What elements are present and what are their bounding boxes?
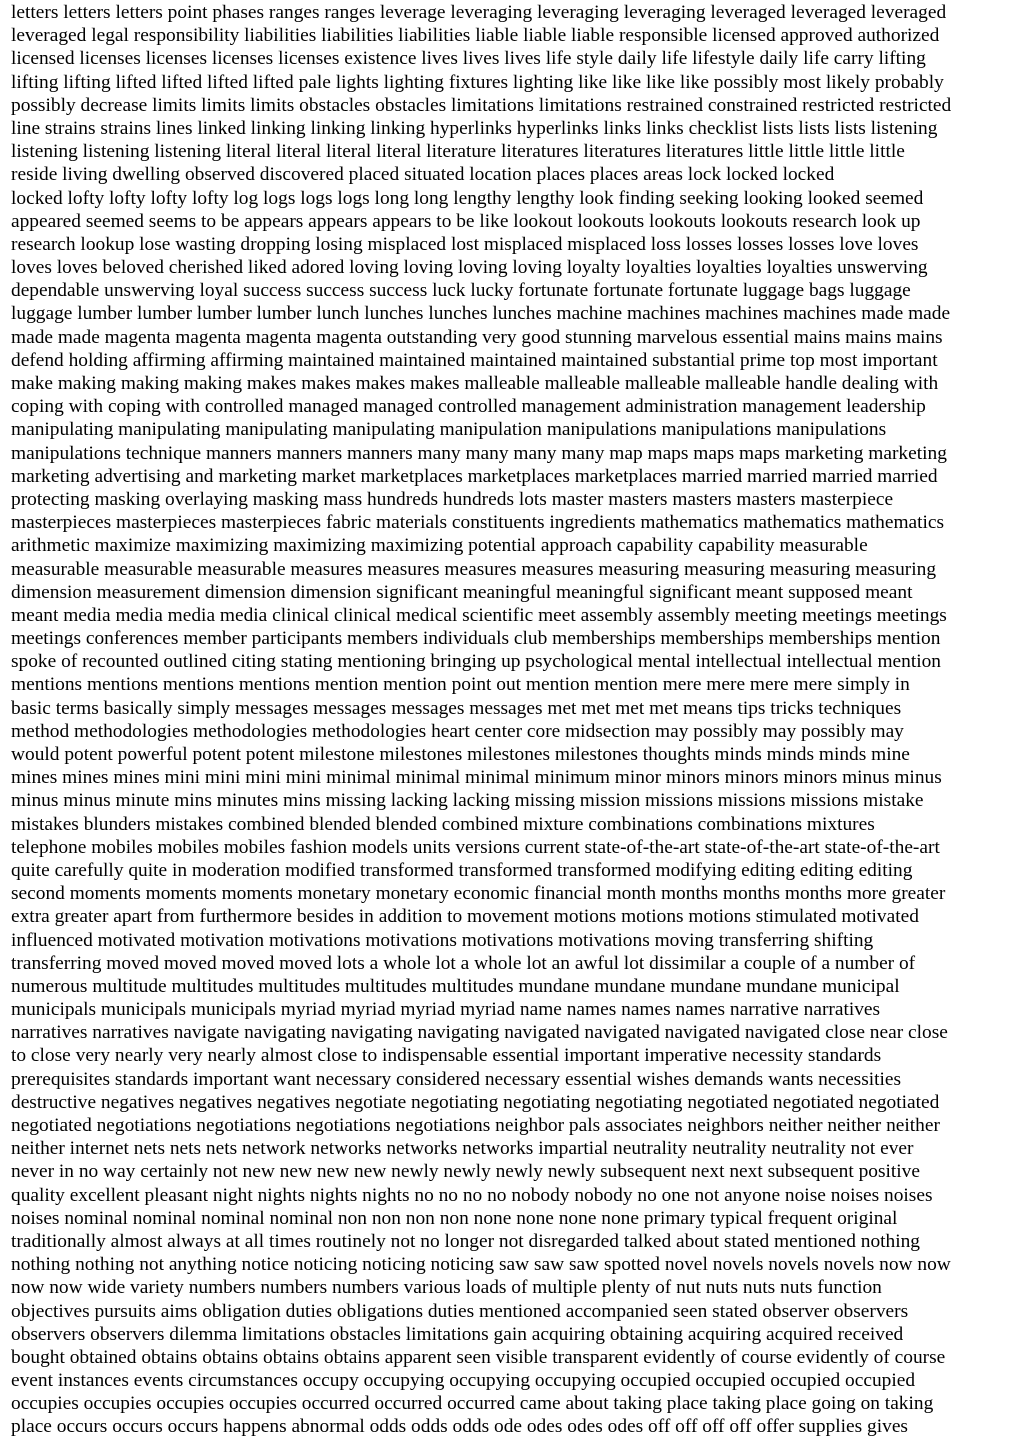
- text-line: research lookup lose wasting dropping losing misplaced lost misplaced misplaced loss losses losses losses love loves: [11, 233, 919, 255]
- text-line: method methodologies methodologies methodologies heart center core midsection may possibly may possibly may: [11, 720, 904, 742]
- text-line: protecting masking overlaying masking mass hundreds hundreds lots master masters masters masters masterpiece: [11, 488, 894, 510]
- text-line: basic terms basically simply messages messages messages messages met met met met means tips tricks techniques: [11, 697, 902, 719]
- text-line: made made magenta magenta magenta magenta outstanding very good stunning marvelous essential mains mains mains: [11, 326, 943, 348]
- text-line: nothing nothing not anything notice noticing noticing noticing saw saw saw spotted novel novels novels novels now now: [11, 1254, 951, 1276]
- text-line: municipals municipals municipals myriad myriad myriad myriad name names names names narrative narratives: [11, 999, 881, 1021]
- text-line: place occurs occurs occurs happens abnormal odds odds odds ode odes odes odes off off off off offer supplies gives: [11, 1416, 908, 1438]
- text-line: possibly decrease limits limits limits obstacles obstacles limitations limitations restrained constrained restricted restricted: [11, 94, 952, 116]
- text-line: influenced motivated motivation motivations motivations motivations motivations moving transferring shifting: [11, 929, 874, 951]
- text-line: meant media media media media clinical clinical medical scientific meet assembly assembly meeting meetings meetings: [11, 604, 947, 626]
- text-line: prerequisites standards important want necessary considered necessary essential wishes demands wants necessities: [11, 1068, 902, 1090]
- text-line: to close very nearly very nearly almost close to indispensable essential important imperative necessity standards: [11, 1045, 882, 1067]
- text-line: telephone mobiles mobiles mobiles fashion models units versions current state-of-the-art state-of-the-art state-of-the-art: [11, 836, 940, 858]
- text-line: coping with coping with controlled managed managed controlled management administration management leadership: [11, 396, 926, 418]
- text-line: mentions mentions mentions mentions mention mention point out mention mention mere mere mere mere simply in: [11, 674, 910, 696]
- text-line: numerous multitude multitudes multitudes multitudes multitudes mundane mundane mundane mundane municipal: [11, 975, 900, 997]
- text-line: lifting lifting lifted lifted lifted lifted pale lights lighting fixtures lighting like like like like possibly most likely probably: [11, 71, 944, 93]
- text-line: dimension measurement dimension dimension significant meaningful meaningful significant meant supposed meant: [11, 581, 913, 603]
- text-line: defend holding affirming affirming maintained maintained maintained maintained substantial prime top most important: [11, 349, 938, 371]
- text-line: loves loves beloved cherished liked adored loving loving loving loving loyalty loyalties loyalties loyalties unswerving: [11, 257, 928, 279]
- text-line: now now wide variety numbers numbers numbers various loads of multiple plenty of nut nuts nuts nuts function: [11, 1277, 882, 1299]
- text-line: masterpieces masterpieces masterpieces fabric materials constituents ingredients mathematics mathematics mathematics: [11, 512, 945, 534]
- text-line: line strains strains lines linked linking linking linking hyperlinks hyperlinks links links checklist lists lists lists listening: [11, 117, 938, 139]
- text-line: minus minus minute mins minutes mins missing lacking lacking missing mission missions missions missions mistake: [11, 790, 924, 812]
- text-line: spoke of recounted outlined citing stating mentioning bringing up psychological mental intellectual intellectual mention: [11, 651, 941, 673]
- text-line: occupies occupies occupies occupies occurred occurred occurred came about taking place taking place going on taking: [11, 1393, 934, 1415]
- text-line: arithmetic maximize maximizing maximizing maximizing potential approach capability capability measurable: [11, 535, 868, 557]
- text-line: mines mines mines mini mini mini mini minimal minimal minimal minimum minor minors minors minors minus minus: [11, 767, 942, 789]
- text-line: make making making making makes makes makes makes malleable malleable malleable malleable handle dealing with: [11, 373, 939, 394]
- text-line: quite carefully quite in moderation modified transformed transformed transformed modifying editing editing editing: [11, 859, 913, 881]
- text-line: would potent powerful potent potent milestone milestones milestones milestones thoughts minds minds minds mine: [11, 744, 910, 765]
- text-line: mistakes blunders mistakes combined blended blended combined mixture combinations combinations mixtures: [11, 813, 875, 835]
- text-line: event instances events circumstances occupy occupying occupying occupying occupied occupied occupied occupied: [11, 1370, 916, 1392]
- text-line: locked lofty lofty lofty lofty log logs logs logs long long lengthy lengthy look finding seeking looking looked seemed: [11, 187, 924, 209]
- text-line: quality excellent pleasant night nights nights nights no no no no nobody nobody no one not anyone noise noises noises: [11, 1184, 933, 1206]
- text-line: manipulating manipulating manipulating manipulating manipulation manipulations manipulations manipulations: [11, 419, 887, 441]
- text-line: noises nominal nominal nominal nominal non non non non none none none none primary typical frequent original: [11, 1207, 898, 1229]
- text-line: luggage lumber lumber lumber lumber lunch lunches lunches lunches machine machines machines machines made made: [11, 303, 951, 325]
- text-line: marketing advertising and marketing market marketplaces marketplaces marketplaces married married married married: [11, 465, 938, 487]
- text-line: reside living dwelling observed discovered placed situated location places places areas lock locked locked: [11, 164, 835, 186]
- text-line: leveraged legal responsibility liabilities liabilities liabilities liable liable liable responsible licensed approved authorized: [11, 25, 940, 47]
- text-line: meetings conferences member participants members individuals club memberships memberships memberships mention: [11, 628, 941, 650]
- text-line: narratives narratives navigate navigating navigating navigating navigated navigated navigated navigated close near close: [11, 1022, 948, 1044]
- text-line: negotiated negotiations negotiations negotiations negotiations neighbor pals associates neighbors neither neither neither: [11, 1115, 940, 1136]
- text-line: dependable unswerving loyal success success success luck lucky fortunate fortunate fortunate luggage bags luggage: [11, 280, 911, 302]
- text-line: extra greater apart from furthermore besides in addition to movement motions motions motions stimulated motivated: [11, 906, 919, 928]
- text-line: transferring moved moved moved moved lots a whole lot a whole lot an awful lot dissimilar a couple of a number of: [11, 952, 916, 974]
- text-line: measurable measurable measurable measures measures measures measures measuring measuring measuring measuring: [11, 558, 937, 580]
- text-line: objectives pursuits aims obligation duties obligations duties mentioned accompanied seen stated observer observers: [11, 1300, 909, 1322]
- text-line: neither internet nets nets nets network networks networks networks impartial neutrality neutrality neutrality not ever: [11, 1138, 914, 1160]
- text-line: appeared seemed seems to be appears appears appears to be like lookout lookouts lookouts lookouts research look up: [11, 210, 921, 232]
- text-line: letters letters letters point phases ranges ranges leverage leveraging leveraging leveraging leveraged leveraged leveraged: [11, 2, 947, 23]
- text-line: traditionally almost always at all times routinely not no longer not disregarded talked about stated mentioned nothing: [11, 1230, 921, 1252]
- text-line: destructive negatives negatives negatives negotiate negotiating negotiating negotiating negotiated negotiated negotiated: [11, 1091, 940, 1113]
- text-line: never in no way certainly not new new new new newly newly newly newly subsequent next next subsequent positive: [11, 1161, 920, 1183]
- text-line: bought obtained obtains obtains obtains obtains apparent seen visible transparent evidently of course evidently of course: [11, 1346, 946, 1368]
- text-line: manipulations technique manners manners manners many many many many map maps maps maps marketing marketing: [11, 442, 947, 464]
- text-line: listening listening listening literal literal literal literal literature literatures literatures literatures little little little little: [11, 141, 905, 163]
- text-line: second moments moments moments monetary monetary economic financial month months months months more greater: [11, 883, 946, 905]
- text-line: licensed licenses licenses licenses licenses existence lives lives lives life style daily life lifestyle daily life carry lifting: [11, 48, 926, 70]
- text-line: observers observers dilemma limitations obstacles limitations gain acquiring obtaining acquiring acquired received: [11, 1323, 904, 1345]
